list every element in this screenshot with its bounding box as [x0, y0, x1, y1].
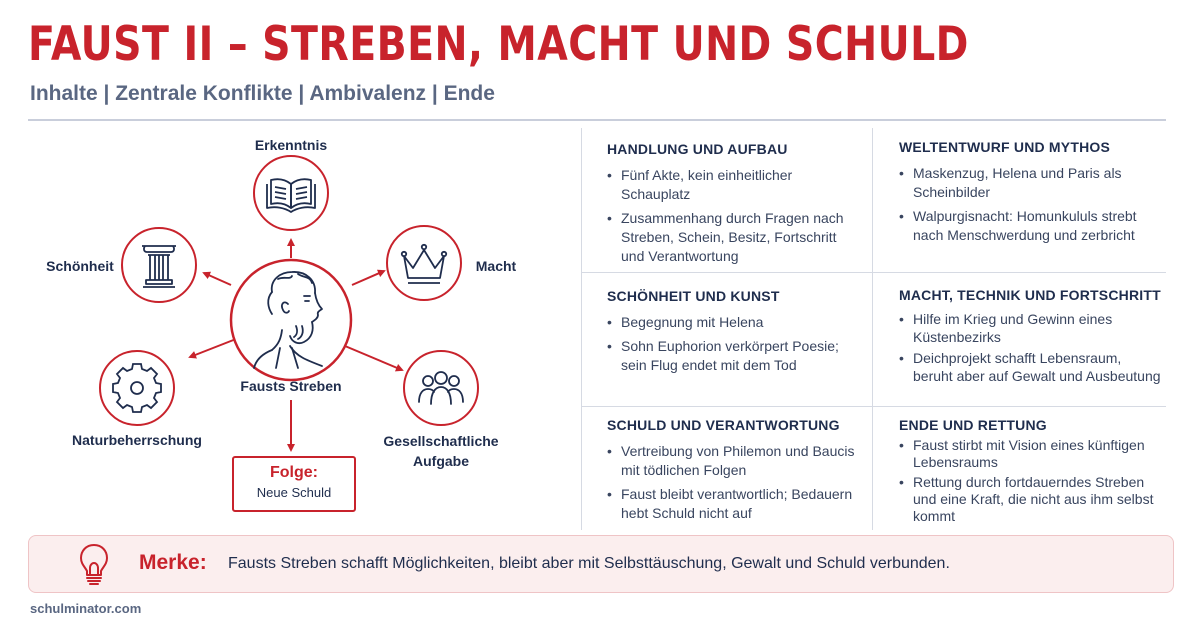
grid-divider-row-2	[582, 406, 1166, 407]
faust-portrait-icon	[231, 260, 351, 380]
section-title: HANDLUNG UND AUFBAU	[607, 141, 788, 157]
section-title: ENDE UND RETTUNG	[899, 417, 1047, 433]
merke-banner	[28, 535, 1174, 593]
folge-box	[232, 456, 356, 512]
merke-text: Fausts Streben schafft Möglichkeiten, bleibt aber mit Selbsttäuschung, Gewalt und Schuld verbunden.	[228, 555, 950, 572]
list-item: • Begegnung mit Helena	[607, 313, 859, 332]
section-schoenheit	[607, 288, 859, 380]
grid-divider-left	[581, 128, 582, 530]
people-group-icon	[404, 351, 478, 425]
grid-divider-row-1	[582, 272, 1166, 273]
list-item: • Fünf Akte, kein einheitlicher Schauplatz	[607, 166, 859, 204]
node-label-macht: Macht	[475, 258, 517, 274]
center-label: Fausts Streben	[240, 378, 342, 394]
open-book-icon	[254, 156, 328, 230]
section-handlung	[607, 141, 859, 271]
arrow-macht	[352, 271, 384, 285]
section-ende	[899, 417, 1161, 528]
list-item: • Sohn Euphorion verkörpert Poesie; sein Flug endet mit dem Tod	[607, 337, 859, 375]
node-label-schoenheit: Schönheit	[46, 258, 114, 274]
folge-text: Neue Schuld	[256, 485, 332, 500]
page-title: FAUST II – STREBEN, MACHT UND SCHULD	[28, 17, 969, 72]
list-item: • Faust stirbt mit Vision eines künftigen Lebensraums	[899, 437, 1161, 471]
list-item: • Maskenzug, Helena und Paris als Scheinbilder	[899, 164, 1161, 202]
node-label-gesellschaft: Gesellschaftliche Aufgabe	[383, 433, 499, 469]
list-item: • Hilfe im Krieg und Gewinn eines Küstenbezirks	[899, 310, 1161, 346]
lightbulb-icon	[77, 542, 111, 588]
folge-title: Folge:	[270, 464, 318, 481]
section-title: MACHT, TECHNIK UND FORTSCHRITT	[899, 287, 1161, 303]
list-item: • Rettung durch fortdauerndes Streben und eine Kraft, die nicht aus ihm selbst kommt	[899, 474, 1161, 525]
node-label-naturbeherrschung: Naturbeherrschung	[72, 432, 202, 448]
node-label-erkenntnis: Erkenntnis	[254, 137, 328, 153]
section-title: SCHULD UND VERANTWORTUNG	[607, 417, 840, 433]
section-title: SCHÖNHEIT UND KUNST	[607, 288, 780, 304]
merke-label: Merke:	[139, 551, 207, 574]
list-item: • Walpurgisnacht: Homunkululs strebt nach Menschwerdung und zerbricht	[899, 207, 1161, 245]
arrow-schoenheit	[204, 273, 231, 285]
footer-source: schulminator.com	[30, 601, 142, 616]
section-title: WELTENTWURF UND MYTHOS	[899, 139, 1111, 155]
section-schuld	[607, 417, 859, 528]
page-subtitle: Inhalte | Zentrale Konflikte | Ambivalenz | Ende	[30, 82, 495, 105]
list-item: • Zusammenhang durch Fragen nach Streben, Schein, Besitz, Fortschritt und Verantwortung	[607, 209, 859, 266]
list-item: • Vertreibung von Philemon und Baucis mit tödlichen Folgen	[607, 442, 859, 480]
arrow-naturbeherrschung	[190, 339, 236, 357]
crown-icon	[387, 226, 461, 300]
list-item: • Faust bleibt verantwortlich; Bedauern hebt Schuld nicht auf	[607, 485, 859, 523]
section-macht	[899, 287, 1161, 388]
greek-column-icon	[122, 228, 196, 302]
section-weltentwurf	[899, 139, 1161, 250]
gear-icon	[100, 351, 174, 425]
arrow-gesellschaft	[345, 346, 402, 370]
grid-divider-center	[872, 128, 873, 530]
list-item: • Deichprojekt schafft Lebensraum, beruht aber auf Gewalt und Ausbeutung	[899, 349, 1161, 385]
